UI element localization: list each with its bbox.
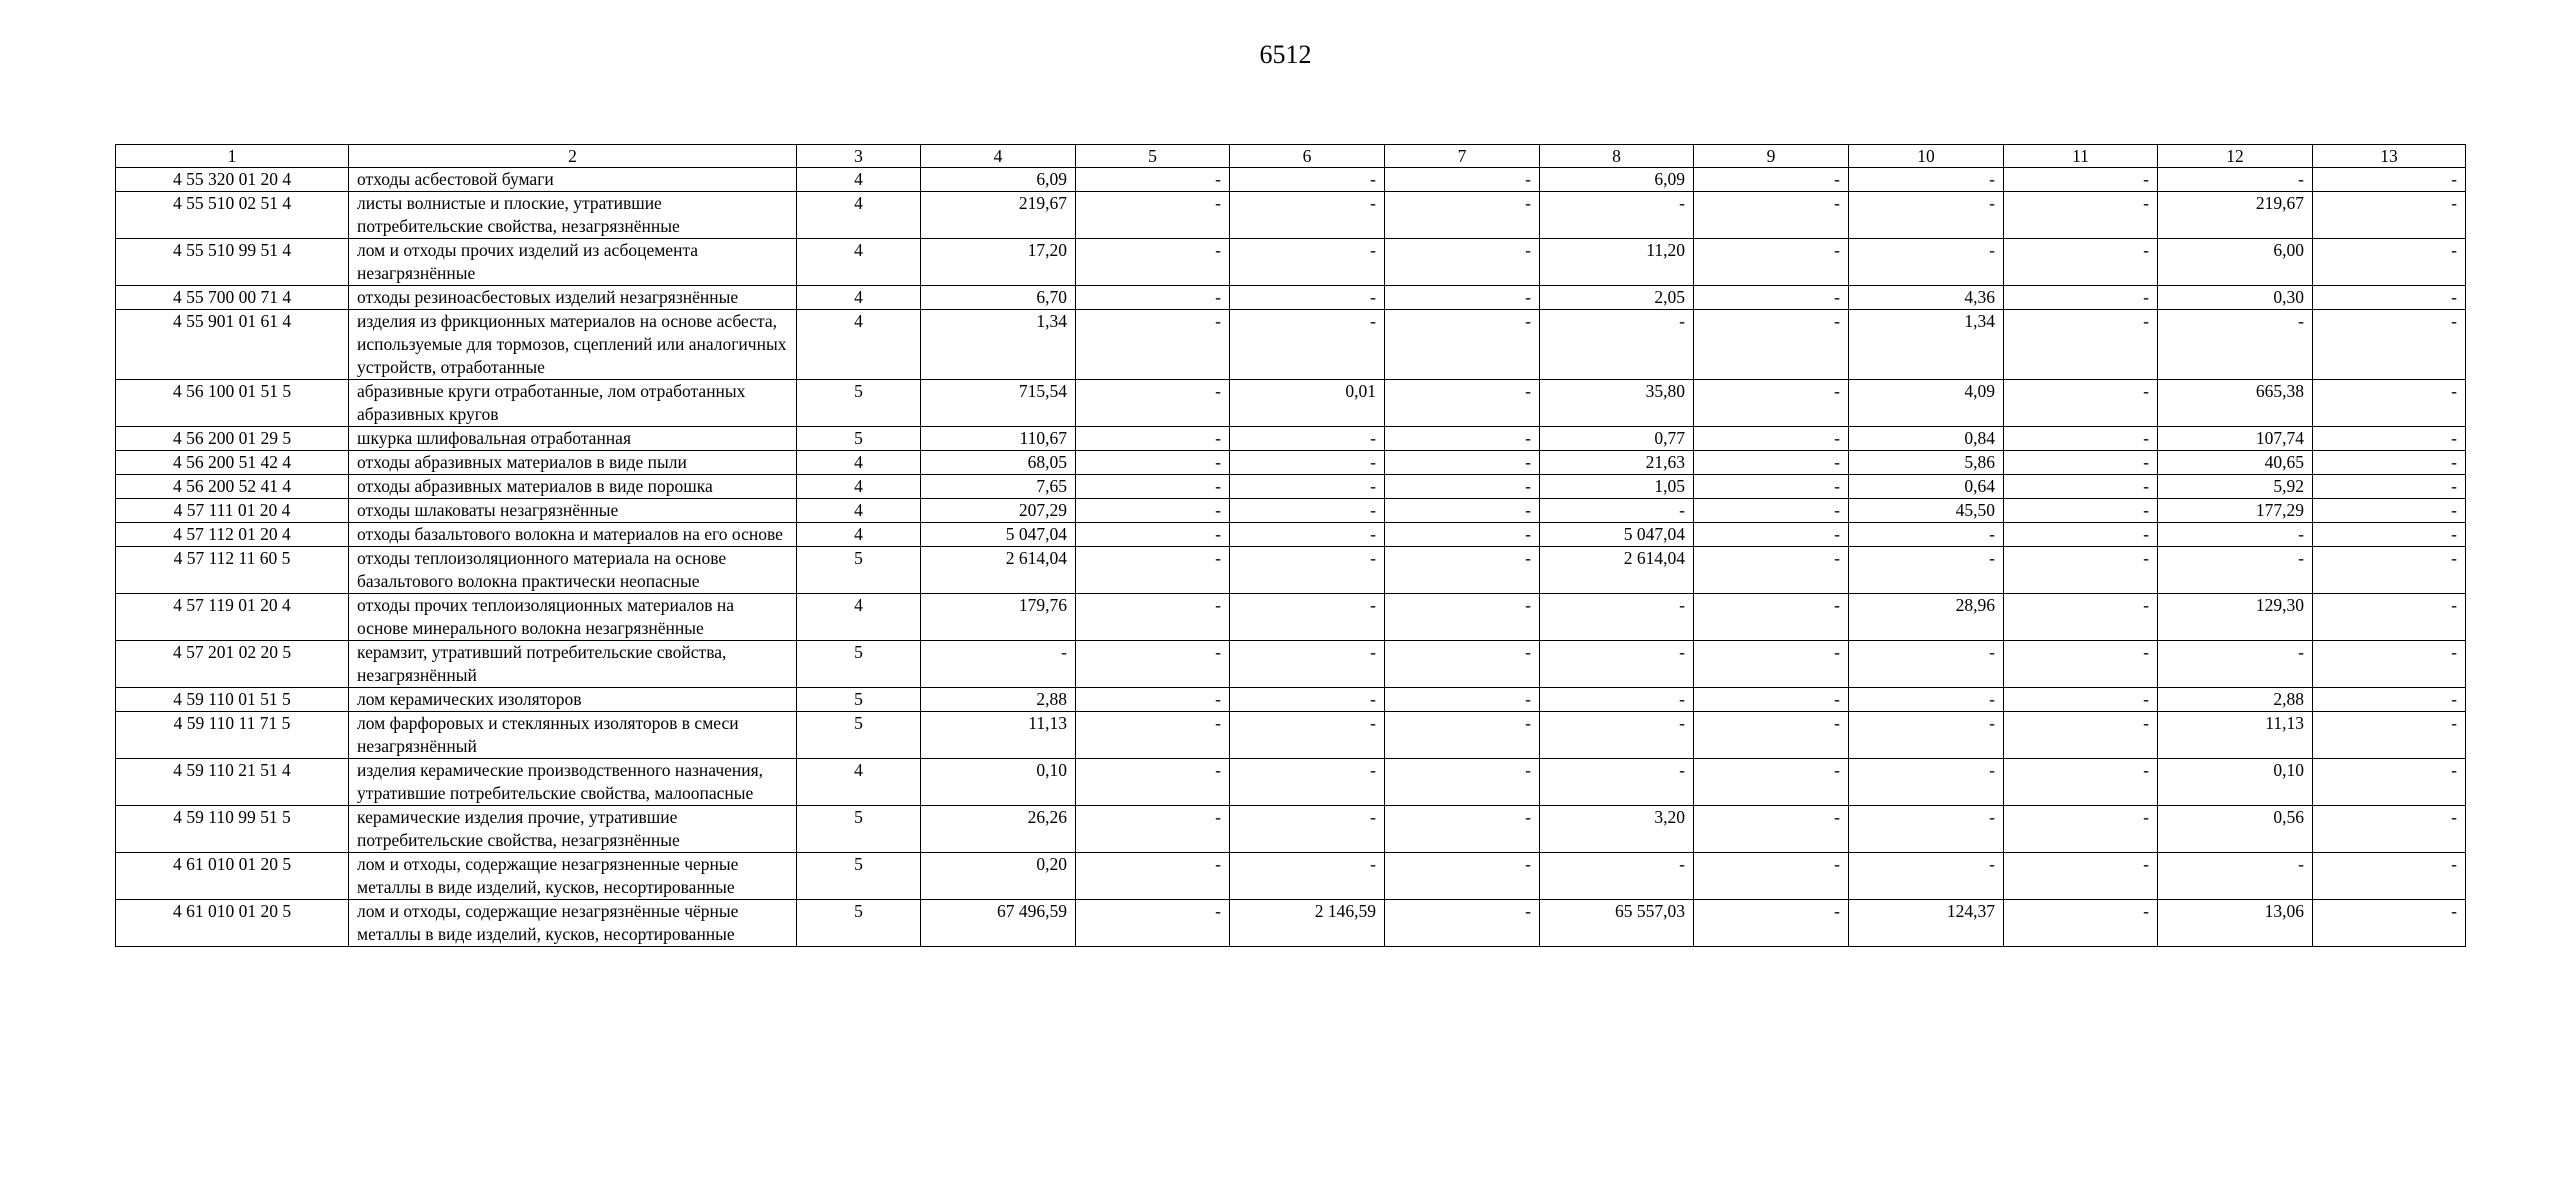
value-cell: - [2313,759,2466,806]
value-cell: - [2004,523,2158,547]
value-cell: - [2158,641,2313,688]
value-cell: - [1385,192,1540,239]
value-cell: 2 614,04 [921,547,1076,594]
waste-code-cell: 4 56 200 52 41 4 [116,475,349,499]
waste-code-cell: 4 56 200 01 29 5 [116,427,349,451]
value-cell: - [2313,900,2466,947]
page-number: 6512 [1259,40,1312,69]
value-cell: - [1849,192,2004,239]
value-cell: - [2004,499,2158,523]
table-row [116,427,2466,451]
value-cell: - [1230,523,1385,547]
value-cell: - [1076,239,1230,286]
value-cell: - [1849,806,2004,853]
value-cell: - [2004,239,2158,286]
value-cell: 219,67 [2158,192,2313,239]
value-cell: - [1385,239,1540,286]
value-cell: - [2004,547,2158,594]
value-cell: 67 496,59 [921,900,1076,947]
waste-name-cell: отходы резиноасбестовых изделий незагрязнённые [349,286,797,310]
hazard-class-cell: 5 [797,806,921,853]
value-cell: - [1076,427,1230,451]
value-cell: 0,10 [921,759,1076,806]
value-cell: - [2313,806,2466,853]
value-cell: - [1385,380,1540,427]
value-cell: - [1540,499,1694,523]
value-cell: - [1385,806,1540,853]
value-cell: - [1230,853,1385,900]
waste-code-cell: 4 57 112 11 60 5 [116,547,349,594]
value-cell: - [1076,900,1230,947]
value-cell: 0,01 [1230,380,1385,427]
waste-name-cell: изделия из фрикционных материалов на основе асбеста, используемые для тормозов, сцеплений или аналогичных устройств, отработанные [349,310,797,380]
value-cell: 35,80 [1540,380,1694,427]
value-cell: - [1849,688,2004,712]
value-cell: - [1540,759,1694,806]
value-cell: - [2313,523,2466,547]
value-cell: - [1230,192,1385,239]
waste-name-cell: лом фарфоровых и стеклянных изоляторов в смеси незагрязнённый [349,712,797,759]
value-cell: - [2158,523,2313,547]
value-cell: - [2158,310,2313,380]
waste-name-cell: отходы теплоизоляционного материала на основе базальтового волокна практически неопасные [349,547,797,594]
column-header: 11 [2004,145,2158,168]
value-cell: - [2313,547,2466,594]
waste-name-cell: отходы абразивных материалов в виде пыли [349,451,797,475]
value-cell: - [1694,475,1849,499]
value-cell: - [1076,286,1230,310]
waste-name-cell: керамзит, утративший потребительские свойства, незагрязнённый [349,641,797,688]
value-cell: 219,67 [921,192,1076,239]
waste-table [115,144,2466,947]
value-cell: - [1694,380,1849,427]
value-cell: - [1540,712,1694,759]
value-cell: - [2004,900,2158,947]
value-cell: - [1694,310,1849,380]
column-header: 8 [1540,145,1694,168]
value-cell: - [1230,499,1385,523]
value-cell: - [1230,427,1385,451]
value-cell: - [1694,523,1849,547]
value-cell: 665,38 [2158,380,2313,427]
value-cell: - [2158,168,2313,192]
waste-name-cell: лом и отходы, содержащие незагрязнённые чёрные металлы в виде изделий, кусков, несортированные [349,900,797,947]
value-cell: - [2313,475,2466,499]
value-cell: - [1849,547,2004,594]
value-cell: - [2313,712,2466,759]
waste-code-cell: 4 55 320 01 20 4 [116,168,349,192]
table-row [116,594,2466,641]
value-cell: - [1076,380,1230,427]
value-cell: - [1385,451,1540,475]
waste-code-cell: 4 57 119 01 20 4 [116,594,349,641]
value-cell: - [1849,712,2004,759]
value-cell: - [1385,286,1540,310]
value-cell: - [1230,688,1385,712]
waste-code-cell: 4 57 111 01 20 4 [116,499,349,523]
value-cell: - [1694,499,1849,523]
hazard-class-cell: 5 [797,853,921,900]
waste-code-cell: 4 57 201 02 20 5 [116,641,349,688]
value-cell: 6,00 [2158,239,2313,286]
value-cell: 0,30 [2158,286,2313,310]
waste-code-cell: 4 55 901 01 61 4 [116,310,349,380]
column-header: 5 [1076,145,1230,168]
value-cell: 2,88 [2158,688,2313,712]
value-cell: 7,65 [921,475,1076,499]
table-row [116,853,2466,900]
column-header: 1 [116,145,349,168]
hazard-class-cell: 4 [797,499,921,523]
hazard-class-cell: 5 [797,427,921,451]
waste-code-cell: 4 55 510 99 51 4 [116,239,349,286]
value-cell: 1,34 [921,310,1076,380]
table-row [116,547,2466,594]
value-cell: 26,26 [921,806,1076,853]
value-cell: - [2004,310,2158,380]
value-cell: 45,50 [1849,499,2004,523]
hazard-class-cell: 4 [797,239,921,286]
value-cell: - [2313,286,2466,310]
value-cell: - [2004,806,2158,853]
value-cell: - [1230,641,1385,688]
waste-name-cell: лом и отходы, содержащие незагрязненные черные металлы в виде изделий, кусков, несортированные [349,853,797,900]
column-header: 2 [349,145,797,168]
value-cell: - [2004,380,2158,427]
waste-code-cell: 4 61 010 01 20 5 [116,853,349,900]
value-cell: - [1385,688,1540,712]
value-cell: - [1540,192,1694,239]
value-cell: - [1849,853,2004,900]
value-cell: 4,09 [1849,380,2004,427]
hazard-class-cell: 4 [797,451,921,475]
waste-code-cell: 4 55 510 02 51 4 [116,192,349,239]
value-cell: - [1694,712,1849,759]
value-cell: - [1694,806,1849,853]
value-cell: 4,36 [1849,286,2004,310]
waste-name-cell: лом керамических изоляторов [349,688,797,712]
value-cell: - [1385,900,1540,947]
value-cell: - [2004,475,2158,499]
value-cell: 17,20 [921,239,1076,286]
value-cell: 0,84 [1849,427,2004,451]
waste-name-cell: шкурка шлифовальная отработанная [349,427,797,451]
table-row [116,239,2466,286]
value-cell: 0,20 [921,853,1076,900]
waste-name-cell: отходы асбестовой бумаги [349,168,797,192]
value-cell: - [1385,427,1540,451]
value-cell: - [1540,310,1694,380]
value-cell: 2,88 [921,688,1076,712]
column-header: 10 [1849,145,2004,168]
value-cell: - [1694,594,1849,641]
value-cell: - [2313,641,2466,688]
value-cell: - [2158,853,2313,900]
value-cell: - [1849,523,2004,547]
table-row [116,499,2466,523]
table-row [116,475,2466,499]
value-cell: - [1694,451,1849,475]
table-row [116,688,2466,712]
value-cell: 3,20 [1540,806,1694,853]
table-row [116,900,2466,947]
value-cell: - [1694,168,1849,192]
value-cell: - [1230,168,1385,192]
waste-name-cell: керамические изделия прочие, утратившие потребительские свойства, незагрязнённые [349,806,797,853]
waste-code-cell: 4 56 100 01 51 5 [116,380,349,427]
value-cell: - [2313,499,2466,523]
hazard-class-cell: 4 [797,523,921,547]
value-cell: 11,20 [1540,239,1694,286]
value-cell: 177,29 [2158,499,2313,523]
value-cell: - [2004,594,2158,641]
table-row [116,168,2466,192]
value-cell: - [1230,759,1385,806]
value-cell: - [1694,192,1849,239]
hazard-class-cell: 4 [797,192,921,239]
value-cell: 13,06 [2158,900,2313,947]
value-cell: - [1385,641,1540,688]
value-cell: 6,70 [921,286,1076,310]
value-cell: - [1540,853,1694,900]
table-row [116,451,2466,475]
value-cell: - [1385,523,1540,547]
value-cell: 21,63 [1540,451,1694,475]
value-cell: 715,54 [921,380,1076,427]
value-cell: 5 047,04 [1540,523,1694,547]
value-cell: - [1076,451,1230,475]
value-cell: 2 614,04 [1540,547,1694,594]
value-cell: 11,13 [921,712,1076,759]
value-cell: - [1694,286,1849,310]
value-cell: - [1849,239,2004,286]
value-cell: - [1076,712,1230,759]
value-cell: - [1230,286,1385,310]
value-cell: 1,34 [1849,310,2004,380]
value-cell: - [1076,806,1230,853]
value-cell: 5 047,04 [921,523,1076,547]
waste-code-cell: 4 55 700 00 71 4 [116,286,349,310]
value-cell: - [1694,688,1849,712]
value-cell: - [1076,310,1230,380]
value-cell: - [2004,853,2158,900]
waste-name-cell: отходы шлаковаты незагрязнённые [349,499,797,523]
value-cell: - [2313,168,2466,192]
table-header-row [116,145,2466,168]
value-cell: 5,92 [2158,475,2313,499]
value-cell: - [1694,900,1849,947]
value-cell: - [1694,239,1849,286]
waste-code-cell: 4 59 110 21 51 4 [116,759,349,806]
hazard-class-cell: 4 [797,594,921,641]
value-cell: - [1076,192,1230,239]
value-cell: - [2313,192,2466,239]
value-cell: - [1540,594,1694,641]
column-header: 7 [1385,145,1540,168]
value-cell: 207,29 [921,499,1076,523]
value-cell: - [1230,712,1385,759]
value-cell: - [1694,427,1849,451]
value-cell: 110,67 [921,427,1076,451]
value-cell: 40,65 [2158,451,2313,475]
value-cell: 28,96 [1849,594,2004,641]
value-cell: - [921,641,1076,688]
value-cell: - [1076,759,1230,806]
value-cell: 68,05 [921,451,1076,475]
value-cell: - [1076,499,1230,523]
value-cell: 0,56 [2158,806,2313,853]
hazard-class-cell: 5 [797,380,921,427]
value-cell: - [1076,688,1230,712]
waste-name-cell: абразивные круги отработанные, лом отработанных абразивных кругов [349,380,797,427]
hazard-class-cell: 4 [797,475,921,499]
value-cell: - [2313,594,2466,641]
value-cell: 0,77 [1540,427,1694,451]
value-cell: - [1076,475,1230,499]
value-cell: - [2004,286,2158,310]
value-cell: 5,86 [1849,451,2004,475]
value-cell: - [2313,239,2466,286]
waste-name-cell: отходы абразивных материалов в виде порошка [349,475,797,499]
value-cell: - [2313,853,2466,900]
value-cell: - [1385,853,1540,900]
value-cell: - [1385,759,1540,806]
value-cell: - [1694,547,1849,594]
value-cell: 2,05 [1540,286,1694,310]
value-cell: - [2313,310,2466,380]
value-cell: - [1540,688,1694,712]
value-cell: - [2158,547,2313,594]
table-row [116,641,2466,688]
value-cell: - [2004,192,2158,239]
waste-code-cell: 4 59 110 11 71 5 [116,712,349,759]
value-cell: 6,09 [921,168,1076,192]
value-cell: - [2004,427,2158,451]
hazard-class-cell: 4 [797,168,921,192]
hazard-class-cell: 4 [797,759,921,806]
value-cell: 11,13 [2158,712,2313,759]
waste-code-cell: 4 59 110 99 51 5 [116,806,349,853]
table-row [116,806,2466,853]
value-cell: - [1230,475,1385,499]
table-row [116,712,2466,759]
value-cell: 179,76 [921,594,1076,641]
value-cell: - [1385,499,1540,523]
value-cell: 65 557,03 [1540,900,1694,947]
value-cell: - [1076,168,1230,192]
value-cell: - [2004,759,2158,806]
table-row [116,759,2466,806]
waste-code-cell: 4 61 010 01 20 5 [116,900,349,947]
waste-name-cell: отходы прочих теплоизоляционных материалов на основе минерального волокна незагрязнённые [349,594,797,641]
value-cell: - [1230,451,1385,475]
value-cell: - [1076,523,1230,547]
value-cell: - [1385,594,1540,641]
value-cell: 107,74 [2158,427,2313,451]
value-cell: - [1694,641,1849,688]
value-cell: - [1230,806,1385,853]
table-row [116,380,2466,427]
value-cell: 1,05 [1540,475,1694,499]
value-cell: - [1076,641,1230,688]
value-cell: - [2004,641,2158,688]
value-cell: - [1849,759,2004,806]
value-cell: - [1076,547,1230,594]
waste-name-cell: лом и отходы прочих изделий из асбоцемента незагрязнённые [349,239,797,286]
value-cell: - [2313,427,2466,451]
value-cell: - [1694,853,1849,900]
column-header: 4 [921,145,1076,168]
value-cell: 0,64 [1849,475,2004,499]
value-cell: - [1230,547,1385,594]
hazard-class-cell: 5 [797,900,921,947]
value-cell: 0,10 [2158,759,2313,806]
hazard-class-cell: 5 [797,712,921,759]
value-cell: - [1694,759,1849,806]
value-cell: - [2004,712,2158,759]
value-cell: - [1385,168,1540,192]
value-cell: - [1385,475,1540,499]
waste-code-cell: 4 57 112 01 20 4 [116,523,349,547]
waste-name-cell: листы волнистые и плоские, утратившие потребительские свойства, незагрязнённые [349,192,797,239]
value-cell: - [1385,547,1540,594]
column-header: 9 [1694,145,1849,168]
value-cell: - [2004,688,2158,712]
value-cell: - [1385,712,1540,759]
value-cell: - [1849,641,2004,688]
value-cell: - [1385,310,1540,380]
hazard-class-cell: 5 [797,641,921,688]
value-cell: - [2004,168,2158,192]
value-cell: - [1230,239,1385,286]
value-cell: 6,09 [1540,168,1694,192]
table-row [116,523,2466,547]
value-cell: - [2313,688,2466,712]
column-header: 6 [1230,145,1385,168]
hazard-class-cell: 4 [797,286,921,310]
value-cell: - [1076,853,1230,900]
table-row [116,286,2466,310]
table-body [116,168,2466,947]
value-cell: - [1230,310,1385,380]
value-cell: - [2004,451,2158,475]
value-cell: 2 146,59 [1230,900,1385,947]
value-cell: - [1076,594,1230,641]
hazard-class-cell: 5 [797,688,921,712]
hazard-class-cell: 5 [797,547,921,594]
waste-code-cell: 4 56 200 51 42 4 [116,451,349,475]
column-header: 12 [2158,145,2313,168]
value-cell: - [1540,641,1694,688]
value-cell: - [2313,451,2466,475]
waste-code-cell: 4 59 110 01 51 5 [116,688,349,712]
column-header: 13 [2313,145,2466,168]
value-cell: - [2313,380,2466,427]
value-cell: 124,37 [1849,900,2004,947]
waste-name-cell: отходы базальтового волокна и материалов на его основе [349,523,797,547]
table-row [116,310,2466,380]
value-cell: - [1849,168,2004,192]
table-row [116,192,2466,239]
value-cell: - [1230,594,1385,641]
waste-name-cell: изделия керамические производственного назначения, утратившие потребительские свойства, малоопасные [349,759,797,806]
column-header: 3 [797,145,921,168]
hazard-class-cell: 4 [797,310,921,380]
value-cell: 129,30 [2158,594,2313,641]
